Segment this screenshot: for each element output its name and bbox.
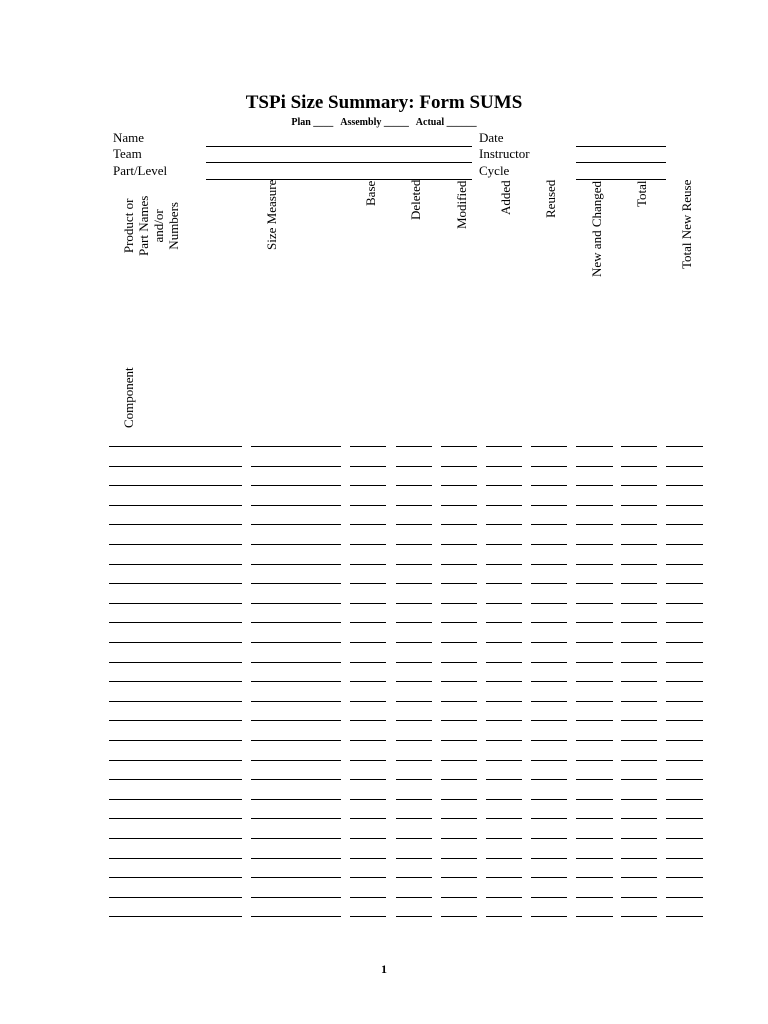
entry-line-component[interactable] — [109, 505, 242, 506]
entry-line-size-measure[interactable] — [251, 720, 341, 721]
entry-line-size-measure[interactable] — [251, 838, 341, 839]
entry-line-size-measure[interactable] — [251, 564, 341, 565]
entry-line-new-and-changed[interactable] — [576, 760, 613, 761]
entry-line-new-and-changed[interactable] — [576, 701, 613, 702]
entry-line-added[interactable] — [486, 818, 522, 819]
entry-line-reused[interactable] — [531, 916, 567, 917]
entry-line-new-and-changed[interactable] — [576, 564, 613, 565]
entry-line-total-new-reuse[interactable] — [666, 446, 703, 447]
entry-line-modified[interactable] — [441, 799, 477, 800]
entry-line-component[interactable] — [109, 544, 242, 545]
entry-line-total[interactable] — [621, 681, 657, 682]
entry-line-total[interactable] — [621, 583, 657, 584]
entry-line-modified[interactable] — [441, 662, 477, 663]
entry-line-added[interactable] — [486, 485, 522, 486]
entry-line-base[interactable] — [350, 583, 386, 584]
entry-line-total[interactable] — [621, 701, 657, 702]
entry-line-total-new-reuse[interactable] — [666, 779, 703, 780]
entry-line-base[interactable] — [350, 799, 386, 800]
entry-line-reused[interactable] — [531, 564, 567, 565]
entry-line-size-measure[interactable] — [251, 524, 341, 525]
cycle-label: Cycle — [479, 163, 510, 178]
entry-line-total-new-reuse[interactable] — [666, 564, 703, 565]
entry-line-deleted[interactable] — [396, 720, 432, 721]
entry-line-modified[interactable] — [441, 779, 477, 780]
entry-line-base[interactable] — [350, 662, 386, 663]
entry-line-modified[interactable] — [441, 544, 477, 545]
entry-line-reused[interactable] — [531, 505, 567, 506]
entry-line-total-new-reuse[interactable] — [666, 897, 703, 898]
entry-line-reused[interactable] — [531, 446, 567, 447]
header-modified: Modified — [454, 180, 469, 229]
entry-line-component[interactable] — [109, 642, 242, 643]
entry-line-added[interactable] — [486, 524, 522, 525]
entry-line-base[interactable] — [350, 524, 386, 525]
entry-line-total[interactable] — [621, 544, 657, 545]
entry-line-deleted[interactable] — [396, 662, 432, 663]
entry-line-modified[interactable] — [441, 505, 477, 506]
entry-line-total-new-reuse[interactable] — [666, 603, 703, 604]
entry-line-total-new-reuse[interactable] — [666, 720, 703, 721]
entry-line-component[interactable] — [109, 916, 242, 917]
entry-line-total[interactable] — [621, 564, 657, 565]
entry-line-modified[interactable] — [441, 564, 477, 565]
entry-line-size-measure[interactable] — [251, 446, 341, 447]
entry-line-total[interactable] — [621, 603, 657, 604]
entry-line-size-measure[interactable] — [251, 642, 341, 643]
entry-line-deleted[interactable] — [396, 622, 432, 623]
header-total: Total — [634, 180, 649, 207]
entry-line-modified[interactable] — [441, 681, 477, 682]
entry-line-reused[interactable] — [531, 838, 567, 839]
entry-line-total-new-reuse[interactable] — [666, 662, 703, 663]
entry-line-total-new-reuse[interactable] — [666, 858, 703, 859]
entry-line-base[interactable] — [350, 544, 386, 545]
entry-line-new-and-changed[interactable] — [576, 524, 613, 525]
entry-line-total-new-reuse[interactable] — [666, 544, 703, 545]
entry-line-reused[interactable] — [531, 524, 567, 525]
entry-line-size-measure[interactable] — [251, 799, 341, 800]
instructor-label: Instructor — [479, 146, 530, 161]
entry-line-added[interactable] — [486, 897, 522, 898]
entry-line-deleted[interactable] — [396, 779, 432, 780]
entry-line-deleted[interactable] — [396, 916, 432, 917]
entry-line-new-and-changed[interactable] — [576, 740, 613, 741]
entry-line-reused[interactable] — [531, 662, 567, 663]
team-label: Team — [113, 146, 142, 161]
entry-line-deleted[interactable] — [396, 740, 432, 741]
entry-line-total[interactable] — [621, 818, 657, 819]
name-label: Name — [113, 130, 145, 145]
entry-line-total-new-reuse[interactable] — [666, 466, 703, 467]
entry-line-base[interactable] — [350, 485, 386, 486]
entry-line-component[interactable] — [109, 877, 242, 878]
entry-line-base[interactable] — [350, 446, 386, 447]
entry-line-modified[interactable] — [441, 524, 477, 525]
entry-line-deleted[interactable] — [396, 877, 432, 878]
entry-line-added[interactable] — [486, 799, 522, 800]
entry-line-new-and-changed[interactable] — [576, 505, 613, 506]
entry-line-added[interactable] — [486, 701, 522, 702]
entry-line-added[interactable] — [486, 916, 522, 917]
entry-line-modified[interactable] — [441, 583, 477, 584]
entry-line-deleted[interactable] — [396, 446, 432, 447]
entry-line-added[interactable] — [486, 877, 522, 878]
entry-line-new-and-changed[interactable] — [576, 838, 613, 839]
part-level-label: Part/Level — [113, 163, 168, 178]
entry-line-deleted[interactable] — [396, 818, 432, 819]
entry-line-new-and-changed[interactable] — [576, 583, 613, 584]
entry-line-size-measure[interactable] — [251, 505, 341, 506]
entry-line-total-new-reuse[interactable] — [666, 799, 703, 800]
entry-line-new-and-changed[interactable] — [576, 662, 613, 663]
entry-line-total[interactable] — [621, 720, 657, 721]
entry-line-reused[interactable] — [531, 740, 567, 741]
entry-line-modified[interactable] — [441, 858, 477, 859]
entry-line-new-and-changed[interactable] — [576, 446, 613, 447]
entry-line-base[interactable] — [350, 603, 386, 604]
header-size-measure: Size Measure — [264, 179, 279, 250]
entry-line-total[interactable] — [621, 642, 657, 643]
entry-line-deleted[interactable] — [396, 505, 432, 506]
entry-line-added[interactable] — [486, 446, 522, 447]
entry-line-modified[interactable] — [441, 446, 477, 447]
header-deleted: Deleted — [408, 179, 423, 220]
entry-line-size-measure[interactable] — [251, 662, 341, 663]
entry-line-total[interactable] — [621, 897, 657, 898]
entry-line-total-new-reuse[interactable] — [666, 916, 703, 917]
entry-line-size-measure[interactable] — [251, 858, 341, 859]
header-product-part-names: Product or Part Names and/or Numbers — [121, 195, 181, 256]
entry-line-deleted[interactable] — [396, 485, 432, 486]
entry-line-base[interactable] — [350, 505, 386, 506]
entry-line-deleted[interactable] — [396, 466, 432, 467]
entry-line-base[interactable] — [350, 858, 386, 859]
date-label: Date — [479, 130, 504, 145]
entry-line-component[interactable] — [109, 701, 242, 702]
entry-line-new-and-changed[interactable] — [576, 916, 613, 917]
entry-line-new-and-changed[interactable] — [576, 681, 613, 682]
entry-line-total[interactable] — [621, 662, 657, 663]
entry-line-size-measure[interactable] — [251, 740, 341, 741]
entry-line-size-measure[interactable] — [251, 485, 341, 486]
entry-line-modified[interactable] — [441, 818, 477, 819]
entry-line-base[interactable] — [350, 760, 386, 761]
entry-line-new-and-changed[interactable] — [576, 603, 613, 604]
entry-line-base[interactable] — [350, 622, 386, 623]
entry-line-modified[interactable] — [441, 760, 477, 761]
entry-line-total-new-reuse[interactable] — [666, 485, 703, 486]
entry-line-size-measure[interactable] — [251, 897, 341, 898]
entry-line-component[interactable] — [109, 662, 242, 663]
entry-line-added[interactable] — [486, 681, 522, 682]
entry-line-base[interactable] — [350, 897, 386, 898]
entry-line-component[interactable] — [109, 897, 242, 898]
entry-line-size-measure[interactable] — [251, 779, 341, 780]
entry-line-added[interactable] — [486, 466, 522, 467]
form-subtitle: Plan ____ Assembly _____ Actual ______ — [291, 117, 477, 128]
entry-line-total[interactable] — [621, 466, 657, 467]
entry-line-base[interactable] — [350, 681, 386, 682]
entry-line-total[interactable] — [621, 760, 657, 761]
entry-line-reused[interactable] — [531, 897, 567, 898]
header-reused: Reused — [543, 179, 558, 218]
entry-line-deleted[interactable] — [396, 838, 432, 839]
entry-line-new-and-changed[interactable] — [576, 622, 613, 623]
entry-line-component[interactable] — [109, 622, 242, 623]
entry-line-new-and-changed[interactable] — [576, 466, 613, 467]
entry-line-added[interactable] — [486, 603, 522, 604]
entry-line-total-new-reuse[interactable] — [666, 583, 703, 584]
entry-line-added[interactable] — [486, 544, 522, 545]
entry-line-new-and-changed[interactable] — [576, 818, 613, 819]
entry-line-total-new-reuse[interactable] — [666, 701, 703, 702]
entry-line-total-new-reuse[interactable] — [666, 681, 703, 682]
entry-line-component[interactable] — [109, 818, 242, 819]
entry-line-deleted[interactable] — [396, 642, 432, 643]
entry-line-deleted[interactable] — [396, 583, 432, 584]
entry-line-component[interactable] — [109, 779, 242, 780]
entry-line-total-new-reuse[interactable] — [666, 877, 703, 878]
entry-line-total[interactable] — [621, 446, 657, 447]
entry-line-reused[interactable] — [531, 779, 567, 780]
entry-line-total[interactable] — [621, 505, 657, 506]
entry-line-component[interactable] — [109, 446, 242, 447]
entry-line-total-new-reuse[interactable] — [666, 622, 703, 623]
entry-line-reused[interactable] — [531, 622, 567, 623]
entry-line-total-new-reuse[interactable] — [666, 760, 703, 761]
entry-line-new-and-changed[interactable] — [576, 779, 613, 780]
entry-line-deleted[interactable] — [396, 701, 432, 702]
entry-line-added[interactable] — [486, 642, 522, 643]
entry-line-deleted[interactable] — [396, 564, 432, 565]
entry-line-reused[interactable] — [531, 642, 567, 643]
entry-line-reused[interactable] — [531, 681, 567, 682]
entry-line-new-and-changed[interactable] — [576, 799, 613, 800]
entry-line-size-measure[interactable] — [251, 583, 341, 584]
entry-line-new-and-changed[interactable] — [576, 858, 613, 859]
entry-line-total[interactable] — [621, 858, 657, 859]
entry-line-added[interactable] — [486, 662, 522, 663]
entry-line-reused[interactable] — [531, 466, 567, 467]
entry-line-reused[interactable] — [531, 858, 567, 859]
entry-line-modified[interactable] — [441, 838, 477, 839]
entry-line-component[interactable] — [109, 838, 242, 839]
entry-line-component[interactable] — [109, 799, 242, 800]
entry-line-size-measure[interactable] — [251, 916, 341, 917]
entry-line-total[interactable] — [621, 916, 657, 917]
entry-line-component[interactable] — [109, 681, 242, 682]
entry-line-new-and-changed[interactable] — [576, 897, 613, 898]
entry-line-deleted[interactable] — [396, 897, 432, 898]
entry-line-component[interactable] — [109, 760, 242, 761]
entry-line-modified[interactable] — [441, 466, 477, 467]
entry-line-base[interactable] — [350, 818, 386, 819]
entry-line-total-new-reuse[interactable] — [666, 505, 703, 506]
entry-line-total-new-reuse[interactable] — [666, 642, 703, 643]
form-title: TSPi Size Summary: Form SUMS — [245, 92, 523, 113]
page-number: 1 — [381, 962, 387, 976]
entry-line-added[interactable] — [486, 760, 522, 761]
entry-line-deleted[interactable] — [396, 524, 432, 525]
entry-line-component[interactable] — [109, 466, 242, 467]
entry-line-base[interactable] — [350, 564, 386, 565]
entry-line-total-new-reuse[interactable] — [666, 838, 703, 839]
header-component: Component — [121, 367, 136, 428]
entry-line-reused[interactable] — [531, 720, 567, 721]
header-base: Base — [363, 180, 378, 206]
entry-line-component[interactable] — [109, 524, 242, 525]
entry-line-added[interactable] — [486, 740, 522, 741]
entry-line-added[interactable] — [486, 583, 522, 584]
entry-line-deleted[interactable] — [396, 858, 432, 859]
entry-line-size-measure[interactable] — [251, 681, 341, 682]
entry-line-total[interactable] — [621, 838, 657, 839]
entry-line-deleted[interactable] — [396, 681, 432, 682]
entry-line-modified[interactable] — [441, 622, 477, 623]
entry-line-base[interactable] — [350, 916, 386, 917]
entry-line-reused[interactable] — [531, 818, 567, 819]
entry-line-reused[interactable] — [531, 701, 567, 702]
entry-line-new-and-changed[interactable] — [576, 877, 613, 878]
entry-line-added[interactable] — [486, 779, 522, 780]
entry-line-base[interactable] — [350, 838, 386, 839]
entry-line-added[interactable] — [486, 622, 522, 623]
entry-line-component[interactable] — [109, 603, 242, 604]
entry-line-modified[interactable] — [441, 485, 477, 486]
entry-line-component[interactable] — [109, 564, 242, 565]
entry-line-added[interactable] — [486, 720, 522, 721]
entry-line-base[interactable] — [350, 877, 386, 878]
entry-line-size-measure[interactable] — [251, 760, 341, 761]
entry-line-base[interactable] — [350, 779, 386, 780]
entry-line-base[interactable] — [350, 720, 386, 721]
entry-line-base[interactable] — [350, 701, 386, 702]
entry-line-size-measure[interactable] — [251, 701, 341, 702]
entry-line-added[interactable] — [486, 838, 522, 839]
entry-line-reused[interactable] — [531, 603, 567, 604]
entry-line-added[interactable] — [486, 505, 522, 506]
entry-line-modified[interactable] — [441, 897, 477, 898]
entry-line-modified[interactable] — [441, 877, 477, 878]
entry-line-reused[interactable] — [531, 877, 567, 878]
entry-line-new-and-changed[interactable] — [576, 642, 613, 643]
header-total-new-reuse: Total New Reuse — [679, 179, 694, 269]
entry-line-modified[interactable] — [441, 642, 477, 643]
entry-line-new-and-changed[interactable] — [576, 544, 613, 545]
entry-line-new-and-changed[interactable] — [576, 485, 613, 486]
entry-line-total-new-reuse[interactable] — [666, 818, 703, 819]
entry-line-size-measure[interactable] — [251, 544, 341, 545]
entry-line-total[interactable] — [621, 877, 657, 878]
entry-line-deleted[interactable] — [396, 760, 432, 761]
entry-line-total[interactable] — [621, 799, 657, 800]
entry-line-new-and-changed[interactable] — [576, 720, 613, 721]
entry-line-total-new-reuse[interactable] — [666, 740, 703, 741]
entry-line-total[interactable] — [621, 485, 657, 486]
entry-line-total[interactable] — [621, 524, 657, 525]
entry-line-modified[interactable] — [441, 740, 477, 741]
entry-line-modified[interactable] — [441, 720, 477, 721]
entry-line-deleted[interactable] — [396, 603, 432, 604]
entry-line-total[interactable] — [621, 779, 657, 780]
entry-line-modified[interactable] — [441, 603, 477, 604]
entry-line-component[interactable] — [109, 720, 242, 721]
entry-line-reused[interactable] — [531, 799, 567, 800]
entry-line-deleted[interactable] — [396, 799, 432, 800]
entry-line-size-measure[interactable] — [251, 622, 341, 623]
entry-line-component[interactable] — [109, 485, 242, 486]
entry-line-deleted[interactable] — [396, 544, 432, 545]
entry-line-total[interactable] — [621, 740, 657, 741]
entry-line-size-measure[interactable] — [251, 818, 341, 819]
header-new-and-changed: New and Changed — [589, 180, 604, 277]
entry-line-base[interactable] — [350, 642, 386, 643]
entry-line-component[interactable] — [109, 858, 242, 859]
entry-line-component[interactable] — [109, 583, 242, 584]
entry-line-total[interactable] — [621, 622, 657, 623]
entry-line-modified[interactable] — [441, 701, 477, 702]
entry-line-size-measure[interactable] — [251, 466, 341, 467]
entry-line-base[interactable] — [350, 466, 386, 467]
entry-line-added[interactable] — [486, 858, 522, 859]
entry-line-size-measure[interactable] — [251, 603, 341, 604]
entry-line-reused[interactable] — [531, 760, 567, 761]
entry-line-total-new-reuse[interactable] — [666, 524, 703, 525]
entry-line-component[interactable] — [109, 740, 242, 741]
entry-line-reused[interactable] — [531, 583, 567, 584]
entry-line-base[interactable] — [350, 740, 386, 741]
header-added: Added — [498, 180, 513, 215]
entry-line-added[interactable] — [486, 564, 522, 565]
entry-line-reused[interactable] — [531, 544, 567, 545]
entry-line-size-measure[interactable] — [251, 877, 341, 878]
entry-line-reused[interactable] — [531, 485, 567, 486]
entry-line-modified[interactable] — [441, 916, 477, 917]
